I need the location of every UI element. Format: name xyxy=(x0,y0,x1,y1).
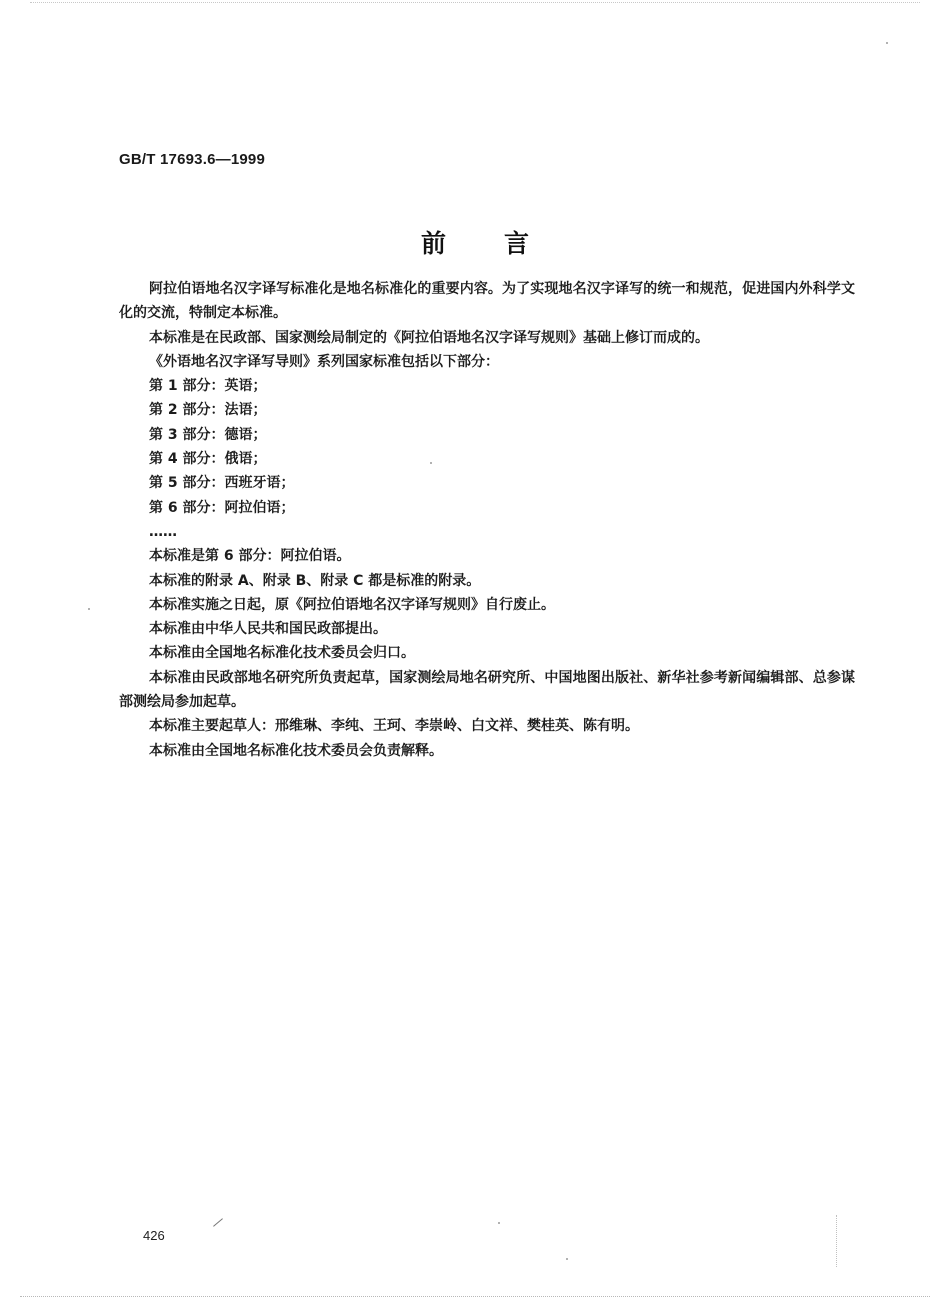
scan-artifact-bottom xyxy=(20,1296,930,1298)
pen-mark xyxy=(213,1218,223,1226)
scan-artifact-top xyxy=(30,2,920,4)
paragraph: 本标准由中华人民共和国民政部提出。 xyxy=(149,621,387,638)
paragraph: 本标准是在民政部、国家测绘局制定的《阿拉伯语地名汉字译写规则》基础上修订而成的。 xyxy=(149,329,709,346)
paragraph: 本标准由民政部地名研究所负责起草，国家测绘局地名研究所、中国地图出版社、新华社参考新闻编辑部、总参谋部测绘局参加起草。 xyxy=(119,669,855,711)
scan-speck xyxy=(566,1258,568,1260)
paragraph: 阿拉伯语地名汉字译写标准化是地名标准化的重要内容。为了实现地名汉字译写的统一和规范，促进国内外科学文化的交流，特制定本标准。 xyxy=(119,281,855,322)
scan-speck xyxy=(498,1222,500,1224)
scan-artifact-right xyxy=(836,1215,838,1267)
page-number: 426 xyxy=(143,1228,165,1243)
list-item: …… xyxy=(149,523,177,540)
paragraph: 本标准主要起草人：邢维琳、李纯、王珂、李崇岭、白文祥、樊桂英、陈有明。 xyxy=(149,718,639,735)
paragraph: 本标准的附录 A、附录 B、附录 C 都是标准的附录。 xyxy=(149,572,481,589)
list-item: 第 4 部分：俄语； xyxy=(149,451,267,468)
list-item: 第 2 部分：法语； xyxy=(149,402,267,419)
page-title: 前言 xyxy=(420,229,587,258)
paragraph: 本标准由全国地名标准化技术委员会负责解释。 xyxy=(149,742,443,759)
paragraph: 本标准由全国地名标准化技术委员会归口。 xyxy=(149,645,415,662)
paragraph: 《外语地名汉字译写导则》系列国家标准包括以下部分： xyxy=(149,353,499,370)
standard-number: GB/T 17693.6—1999 xyxy=(119,151,265,168)
list-item: 第 6 部分：阿拉伯语； xyxy=(149,499,295,516)
scan-speck xyxy=(88,608,90,610)
scan-speck xyxy=(886,42,888,44)
list-item: 第 1 部分：英语； xyxy=(149,378,267,395)
list-item: 第 5 部分：西班牙语； xyxy=(149,475,295,492)
paragraph: 本标准是第 6 部分：阿拉伯语。 xyxy=(149,548,351,565)
paragraph: 本标准实施之日起，原《阿拉伯语地名汉字译写规则》自行废止。 xyxy=(149,596,555,613)
foreword-body xyxy=(119,277,855,763)
list-item: 第 3 部分：德语； xyxy=(149,426,267,443)
